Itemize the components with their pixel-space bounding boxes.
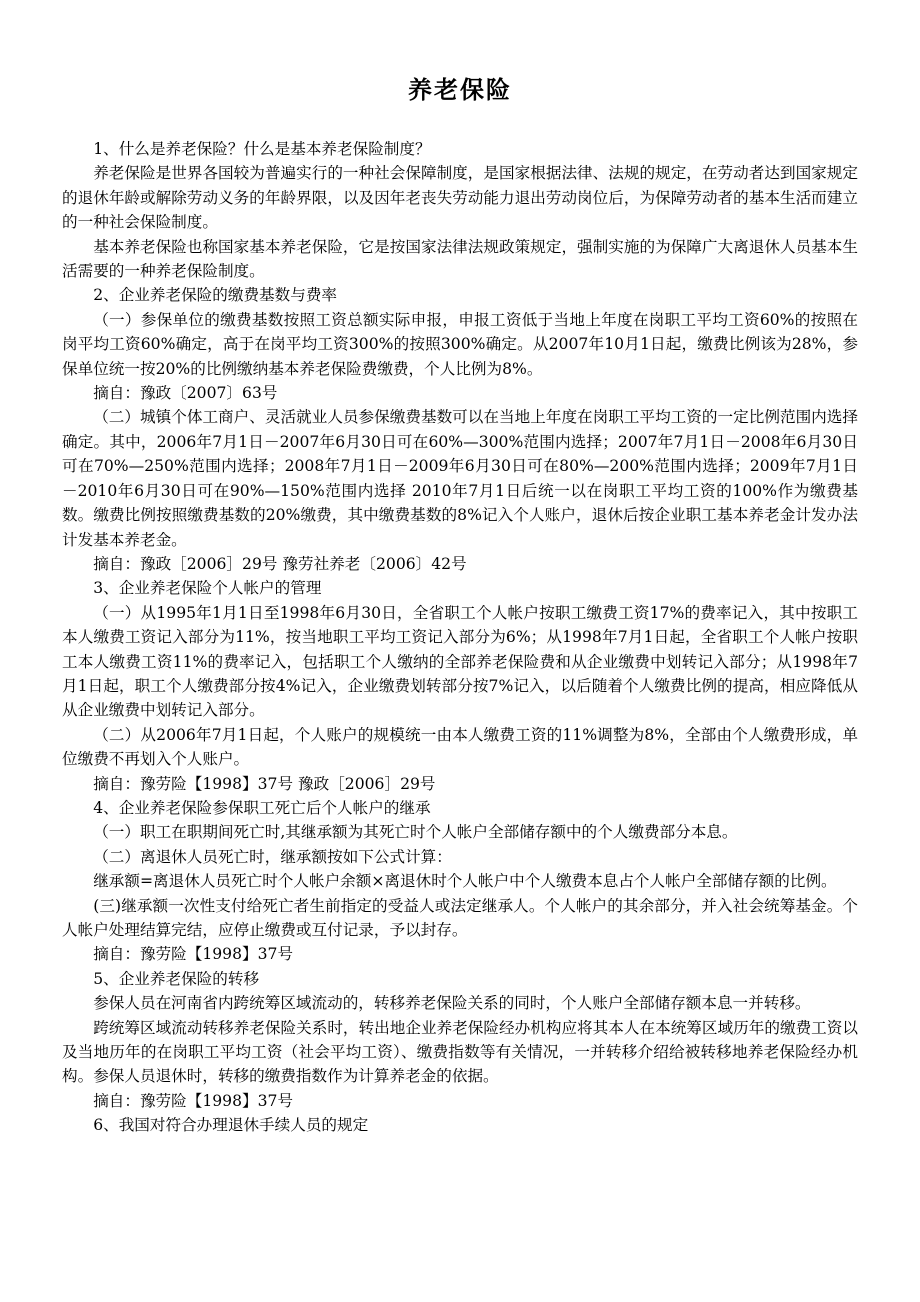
paragraph: （二）从2006年7月1日起，个人账户的规模统一由本人缴费工资的11%调整为8%，全部由个人缴费形成，单位缴费不再划入个人账户。 bbox=[62, 725, 858, 769]
paragraph: （二）离退休人员死亡时，继承额按如下公式计算： bbox=[93, 847, 452, 866]
paragraph: 基本养老保险也称国家基本养老保险，它是按国家法律法规政策规定，强制实施的为保障广大离退休人员基本生活需要的一种养老保险制度。 bbox=[62, 237, 858, 281]
source-note: 摘自：豫政〔2007〕63号 bbox=[93, 384, 278, 403]
paragraph: (三)继承额一次性支付给死亡者生前指定的受益人或法定继承人。个人帐户的其余部分，并入社会统筹基金。个人帐户处理结算完结，应停止缴费或互付记录，予以封存。 bbox=[62, 896, 858, 939]
paragraph: （一）从1995年1月1日至1998年6月30日，全省职工个人帐户按职工缴费工资17%的费率记入，其中按职工本人缴费工资记入部分为11%，按当地职工平均工资记入部分为6%；从1998年7月1日起，全省职工个人帐户按职工本人缴费工资11%的费率记入，包括职工个人缴纳的全部养老保险费和从企业缴费中划转记入部分；从1998年7月1日起，职工个人缴费部分按4%记入，企业缴费划转部分按7%记入，以后随着个人缴费比例的提高，相应降低从从企业缴费中划转记入部分。 bbox=[62, 603, 858, 720]
source-note: 摘自：豫劳险【1998】37号 豫政［2006］29号 bbox=[93, 774, 436, 793]
q2-heading: 2、企业养老保险的缴费基数与费率 bbox=[93, 286, 338, 305]
paragraph: （二）城镇个体工商户、灵活就业人员参保缴费基数可以在当地上年度在岗职工平均工资的一定比例范围内选择确定。其中，2006年7月1日－2007年6月30日可在60%—300%范围内选择；2007年7月1日－2008年6月30日可在70%—250%范围内选择；2008年7月1日－2009年6月30日可在80%—200%范围内选择；2009年7月1日－2010年6月30日可在90%—150%范围内选择 2010年7月1日后统一以在岗职工平均工资的100%作为缴费基数。缴费比例按照缴费基数的20%缴费，其中缴费基数的8%记入个人账户，退休后按企业职工基本养老金计发办法计发基本养老金。 bbox=[62, 408, 858, 549]
paragraph: （一）职工在职期间死亡时,其继承额为其死亡时个人帐户全部储存额中的个人缴费部分本息。 bbox=[93, 823, 738, 842]
paragraph: 继承额=离退休人员死亡时个人帐户余额×离退休时个人帐户中个人缴费本息占个人帐户全部储存额的比例。 bbox=[93, 872, 837, 891]
q4-heading: 4、企业养老保险参保职工死亡后个人帐户的继承 bbox=[93, 798, 431, 817]
q1-heading: 1、什么是养老保险？什么是基本养老保险制度？ bbox=[93, 140, 431, 158]
paragraph: 跨统筹区域流动转移养老保险关系时，转出地企业养老保险经办机构应将其本人在本统筹区域历年的缴费工资以及当地历年的在岗职工平均工资（社会平均工资）、缴费指数等有关情况，一并转移介绍给被转移地养老保险经办机构。参保人员退休时，转移的缴费指数作为计算养老金的依据。 bbox=[62, 1018, 858, 1086]
paragraph: 参保人员在河南省内跨统筹区域流动的，转移养老保险关系的同时，个人账户全部储存额本息一并转移。 bbox=[93, 994, 811, 1013]
q6-heading: 6、我国对符合办理退休手续人员的规定 bbox=[93, 1116, 369, 1135]
q5-heading: 5、企业养老保险的转移 bbox=[93, 969, 260, 988]
source-note: 摘自：豫劳险【1998】37号 bbox=[93, 945, 294, 964]
paragraph: （一）参保单位的缴费基数按照工资总额实际申报，申报工资低于当地上年度在岗职工平均工资60%的按照在岗平均工资60%确定，高于在岗平均工资300%的按照300%确定。从2007年10月1日起，缴费比例该为28%，参保单位统一按20%的比例缴纳基本养老保险费缴费，个人比例为8%。 bbox=[62, 310, 858, 378]
document-body bbox=[62, 137, 858, 1138]
source-note: 摘自：豫劳险【1998】37号 bbox=[93, 1091, 294, 1110]
document-title: 养老保险 bbox=[408, 76, 512, 104]
paragraph: 养老保险是世界各国较为普遍实行的一种社会保障制度，是国家根据法律、法规的规定，在劳动者达到国家规定的退休年龄或解除劳动义务的年龄界限，以及因年老丧失劳动能力退出劳动岗位后，为保障劳动者的基本生活而建立的一种社会保险制度。 bbox=[62, 164, 858, 232]
source-note: 摘自：豫政［2006］29号 豫劳社养老〔2006〕42号 bbox=[93, 554, 467, 573]
q3-heading: 3、企业养老保险个人帐户的管理 bbox=[93, 579, 322, 598]
